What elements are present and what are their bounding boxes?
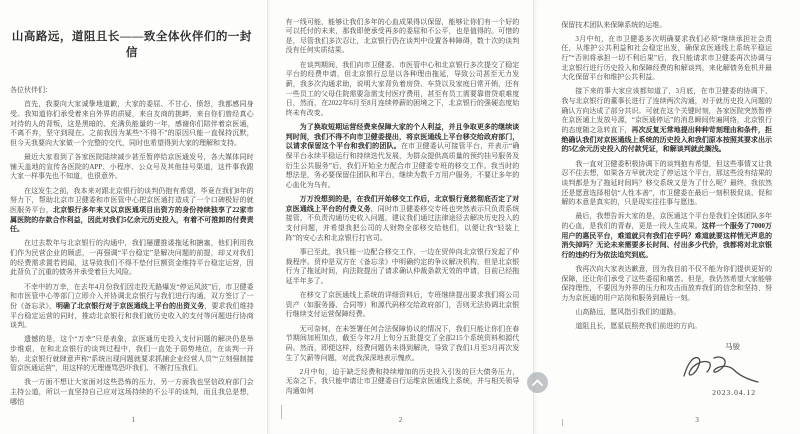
page-2-body [286, 18, 520, 397]
back-to-top-button[interactable] [527, 372, 548, 393]
page-title: 山高路远，道阻且长——致全体伙伴们的一封信 [11, 31, 252, 59]
paragraph: 2月中旬，迫于缺乏经费和持续增加的历史投入引发的巨大债务压力，无奈之下，我只能申请让市卫健委自行运维京医通线上系统，并与相关领导沟通如何 [285, 367, 520, 395]
paragraph: 最后，我想告诉大家的是，京医通这个平台是我们全体团队多年的心血，是我们的青春，更是一段人生成果。这样一个服务了7000万用户的惠民平台，难道就只有我们在乎吗？难道就要这样悄无声息的消失掉吗？无论未来需要多长时间、付出多少代价，我都将对北京银行的违约行为依法追究到底。 [561, 212, 772, 259]
signer-name: 马骏 [724, 342, 740, 352]
page-1-body [10, 100, 254, 407]
letter-page-1 [0, 0, 267, 434]
letter-page-3 [533, 0, 800, 434]
paragraph: 我一直对卫健委积极协调下的谈判抱有希望，但这些事情又让我忍不住去想，如果各方早就决定了停运这个平台，那这些没有结果的谈判都是为了拖延时间吗？移交系统又是为了什么呢？最终，我依然还是愿意选择相信“人性本善”，市卫健委在最后一刻积极促谈、促和解的本意是真实的，只是现实往往事与愿违。 [561, 159, 772, 207]
paragraph: 3月中旬，在市卫健委多次明确要求我们必须“继续承担社会责任，从维护公共利益和社会稳定出发，确保京医通线上系统平稳运行”“否则将承担一切不利后果”后，我只能请求市卫健委再次协调与北京银行进行历史投入和保障经费的和解谈判，来化解债务危机并最大化保留平台和维护公共利益。 [561, 34, 772, 82]
paragraph: 我一方面不想让大家面对这些恐怖的压力，另一方面我也坚信政府部门会主持公道，所以一直坚持自己应对这场持续的不公平的谈判，而且我总是想，哪怕 [10, 378, 254, 406]
paragraph: 事已至此，我只能一边配合移交工作，一边在贸仲向北京银行发起了仲裁程序。贸仲是双方在《备忘录》中明确约定的争议解决机构，但是北京银行为了拖延时间，向法院提出了请求确认仲裁条款无效的申请，目前已经拖延半年多了。 [285, 247, 520, 285]
paragraph: 在过去数年与北京银行的沟通中，我们屡遭推诿拖延和搪塞，他们利用我们作为民营企业的顾虑，一再强调“平台稳定”是解决问题的前提，却又对我们的经费需求置若罔闻，这导致我们不得不垫付巨额资金维持平台稳定运营，因此背负了沉重的债务并承受着巨大风险。 [10, 239, 254, 277]
paragraph: 在谈判期间，我们向市卫健委、市医管中心和北京银行多次提交了稳定平台的经费申请，但北京银行总是以各种理由拖延，导致公司甚至无力发薪，我多次沟通求助，说明大家背负着房贷、车贷以及家庭日常开销，还有一些员工的父母住院需要急需支付医疗费用，甚至有员工需要靠借贷艰难度日，然而，在2022年6月至8月连续停薪的困境之下，北京银行的强硬态度始终未有改变。 [285, 60, 520, 117]
paragraph: 万万没想到的是，在我们开始移交工作后，北京银行竟然彻底否定了对京医通线上平台的付费义务，同时市卫健委移交专班也突然表示只负责系统接管，不负责沟通历史收入问题，建议我们通过法律途径去解决历史投入的支付问题，并希望我把公司的人财物全部移交给他们，以便让我“轻装上阵”的安心去和北京银行打官司。 [285, 195, 520, 242]
paragraph: 最近大家看到了各家医院陆续减少甚至暂停给京医通发号，各大媒体同时铺天盖地的宣传各医院的APP、小程序、公众号及其他挂号渠道，这件事我跟大家一样事先也不知道，也很意外。 [10, 153, 254, 181]
paragraph: 我再次向大家表达歉意，因为我目前不仅不能为你们提供更好的保障，还让你们承受了这些委屈和痛苦。但是，我仍然希望大家能够保持理性，不要因为外界的压力和攻击而放弃我们的信念和坚持，努力为京医通的用户站岗和服务到最后一刻。 [561, 265, 772, 303]
paragraph: 接下来的事大家应该都知道了，3月底，在市卫健委的协调下，我与北京银行的董事长进行了连续两次沟通，对于就历史投入问题的确认方向达成了部分共识。可就在这个关键时刻，各家医院突然暂停在京医通上发放号源，“京医通停运”的消息瞬间传遍网络，北京银行的态度随之急转直下，再次反复无常地提出种种苛刻理由和条件，拒绝确认我们对京医通线上系统的历史投入和我们原本按照其要求出示的5亿余元历史投入的付款凭证，和解谈判就此搁浅。 [561, 87, 772, 154]
page-3-body [561, 21, 772, 333]
paragraph: 在这发生之前，我本来对跟北京银行的谈判仍抱有希望，毕竟在我们8年的努力下，帮助北京市卫健委和市医管中心把京医通打造成了一个口碑极好的就医服务平台，北京银行多年来又以京医通项目出资方的身份持续独享了22家市属医院的存款合作利益，因此对我们5亿余元历史投入，有着不可推卸的付费责任。 [10, 186, 254, 234]
paragraph: 不幸中的万幸，在去年4月份我们因走投无路爆发“停运风波”后，市卫健委和市医管中心等部门立即介入并协调北京银行与我们进行沟通，双方签订了一份《备忘录》，明确了北京银行对于京医通线上平台的出资义务，要求我们维持平台稳定运营的同时，推动北京银行和我们就历史收入的支付等问题进行协商谈判。 [10, 282, 254, 330]
paragraph: 道阻且长，愿星辰照亮我们前进的方向。 [575, 322, 702, 331]
page-number: 1 [131, 416, 136, 425]
page-number: 2 [398, 416, 403, 425]
signature-date: 2023.04.12 [712, 388, 756, 398]
paragraph: 为了换取短期运营经费来保障大家的个人利益，并且争取更多的继续谈判时间，我们不得不向市卫健委提出，将京医通线上平台移交给政府部门，以请求保留这个平台和我们的团队。在市卫健委认可接管平台，并表示“确保平台永续平稳运行和持续迭代发展，为群众提供高质量的预约挂号服务及衍生公共服务”后，我们开始全力配合市卫健委专班的移交工作。我当时的想法是，务必要保留住团队和平台，继续为数千万用户服务，不要让多年的心血化为乌有。 [285, 123, 520, 189]
paragraph: 有一线可能，能够让我们多年的心血成果得以保留，能够让你们有一个好的可以托付的未来，那我即使承受再多的委屈和不公平，也是值得的。可惜的是，尽管我们多次忍让，北京银行仍在谈判中设置各种障碍，数十次的谈判没有任何实质结果。 [285, 17, 520, 55]
paragraph: 山高路远，愿风指引我们的道路。 [575, 308, 681, 317]
paragraph: 保留技术团队来保障系统的运维。 [561, 20, 667, 29]
paragraph: 无可奈何，在未签署任何合法保障协议的情况下，我们只能让你们在春节期间加班加点，截至今年2月上旬分五批提交了全部215个系统资料和源代码。然而，即便这样，经费问题仍未得到解决，导致了我们1月至3月再次发生了欠薪等问题，对此我深深地表示愧疚。 [285, 324, 520, 362]
paragraph: 首先，我要向大家诚挚地道歉，大家的委屈、不甘心、愤怒，我都感同身受。我知道你们承受着来自外界的质疑，来自友商的挑衅，来自你们曾经真心对待的人的背叛，这是黑暗的、充满负能量的一年，感谢你们陪伴着京医通，不离不弃，坚守到现在。之前我因为某些“不得不”的原因只能一直保持沉默，但今天我要向大家做一个完整的交代，同时也希望得到大家的理解和支持。 [10, 100, 254, 147]
signature-block [561, 342, 772, 398]
paragraph: 遗憾的是，这个“万幸”只是表象，京医通历史投入支付问题的解决仍是举步维艰，在和北京银行的谈判过程中，我们一直处于弱势地位，在谈判一开始，北京银行就肆意声称“系统出现问题就要求抓捕企业经营人员”“立刻强制接管京医通运营”，用这样的无理谩骂恐吓我们、不断打压我们。 [10, 335, 254, 373]
scan-artifact [281, 405, 282, 419]
signature-handwriting [678, 350, 764, 384]
salutation: 各位伙伴们： [10, 85, 52, 94]
letter-page-2 [267, 0, 534, 434]
page-number: 3 [695, 416, 699, 425]
scan-artifact [562, 419, 563, 426]
chevron-up-icon [532, 379, 543, 386]
paragraph: 在移交了京医通线上系统的详细资料后，专班继续提出要求我们将公司资产（如服务器、合同等）和源代码移交给政府部门，否则无法协调北京银行继续支付运营保障经费。 [285, 291, 520, 319]
